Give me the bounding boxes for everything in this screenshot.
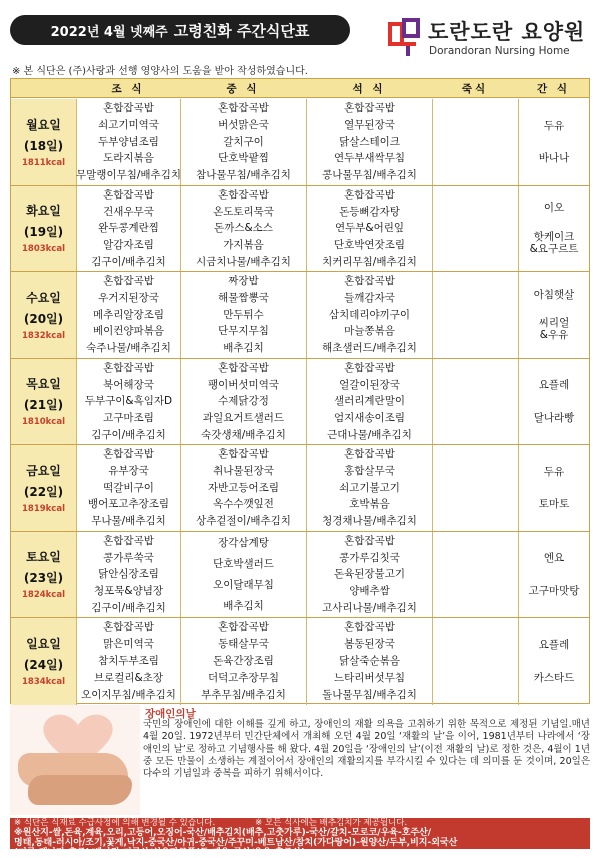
day-name: 일요일 [26,637,61,652]
day-name: 수요일 [26,290,61,305]
day-row [11,99,589,186]
breakfast-item: 고구마조림 [103,411,154,424]
dinner-item: 돌나물무침/배추김치 [322,689,417,701]
snack-item: 바나나 [538,152,570,164]
day-cell [11,99,76,185]
lunch-cell [180,359,306,445]
hands-heart-image [10,705,140,815]
lunch-item: 단호박팥찜 [218,152,269,165]
lunch-cell [180,532,306,618]
breakfast-item: 콩가루쑥국 [103,551,154,564]
porridge-cell [432,359,518,445]
lunch-item: 단호박샐러드 [213,557,274,570]
breakfast-item: 두부구이&흑임자D [84,395,173,408]
lunch-item: 갈치구이 [223,135,264,148]
breakfast-cell [76,186,180,272]
day-kcal: 1803kcal [22,244,65,255]
dinner-item: 홍합살무국 [344,465,395,478]
dinner-item: 연두부&어린잎 [334,222,405,235]
day-row [11,359,589,446]
breakfast-item: 김구이/배추김치 [91,428,166,441]
porridge-cell [432,272,518,358]
lunch-cell [180,186,306,272]
snack-item: 토마토 [538,498,570,510]
breakfast-item: 혼합잡곡밥 [103,534,154,547]
snack-cell [518,99,589,185]
breakfast-item: 뱅어포고추장조림 [87,498,170,511]
porridge-cell [432,99,518,185]
lunch-item: 상추겉절이/배추김치 [196,515,291,528]
lunch-item: 자반고등어조림 [207,481,279,494]
table-header [11,79,589,98]
dinner-cell [306,532,432,618]
lunch-item: 버섯맑은국 [218,119,269,132]
dinner-cell [306,618,432,705]
dinner-item: 마늘쫑볶음 [344,325,395,338]
day-kcal: 1832kcal [22,330,65,341]
lunch-item: 온도토리묵국 [213,205,274,218]
dinner-item: 열무된장국 [344,119,395,132]
breakfast-item: 쇠고기미역국 [98,119,159,132]
breakfast-item: 건새우무국 [103,205,154,218]
breakfast-cell [76,272,180,358]
dinner-item: 혼합잡곡밥 [344,188,395,201]
origin-line-2: 명태,동태-러시아/조기,꽃게,낙지-중국산/아귀-중국산/주꾸미-베트남산/참치(가다랑어)-원양산/두부,비지-외국산 [14,838,458,848]
logo [388,18,593,70]
lunch-cell [180,618,306,705]
dinner-item: 혼합잡곡밥 [344,621,395,634]
header-lunch: 중 식 [226,83,260,95]
breakfast-item: 떡갈비구이 [103,481,154,494]
dinner-item: 혼합잡곡밥 [344,102,395,115]
lunch-item: 혼합잡곡밥 [218,361,269,374]
dinner-item: 봄동된장국 [344,638,395,651]
day-name: 월요일 [26,117,61,132]
dinner-item: 느타리버섯무침 [333,672,405,685]
lunch-item: 동태살무국 [218,638,269,651]
lunch-item: 돈까스&소스 [214,222,273,235]
footer-notice [10,818,590,858]
day-cell [11,272,76,358]
breakfast-item: 메추리알장조림 [92,308,164,321]
breakfast-item: 혼합잡곡밥 [103,621,154,634]
breakfast-item: 두부양념조림 [98,135,159,148]
dinner-item: 샐러리계란말이 [333,395,405,408]
porridge-cell [432,532,518,618]
day-date: (22일) [23,484,64,499]
breakfast-item: 북어해장국 [103,378,154,391]
logo-icon [388,18,422,58]
breakfast-item: 우거지된장국 [98,292,159,305]
lunch-item: 만두튀수 [223,308,264,321]
breakfast-item: 맑은미역국 [103,638,154,651]
breakfast-cell [76,359,180,445]
dinner-cell [306,445,432,531]
dinner-item: 닭살죽순볶음 [339,655,400,668]
snack-item: 두유 [543,465,565,478]
dinner-item: 고사리나물/배추김치 [322,601,417,614]
info-text: 국민의 장애인에 대한 이해를 깊게 하고, 장애인의 재활 의욕을 고취하기 위한 목적으로 제정된 기념일.매년 4월 20일. 1972년부터 민간단체에서 개최해 오던 4월 20일 ‘재활의 날’을 이어, 1981년부터 나라에서 ‘장애인의 날’로 정하고 기념행사를 해 왔다. 4월 20일을 ‘장애인의 날’(이전 재활의 날)로 정한 것은, 4월이 1년 중 모든 만물이 소생하는 계절이어서 장애인의 재활의지를 부각시킬 수 있다는 데 의미를 둔 것이며, 20일은 다수의 기념일과 중복을 피하기 위해서이다. [143,719,590,780]
breakfast-item: 닭안심장조림 [98,568,159,581]
day-row [11,618,589,705]
lunch-item: 혼합잡곡밥 [218,188,269,201]
lunch-item: 혼합잡곡밥 [218,448,269,461]
dinner-item: 연두부새싹무침 [333,152,405,165]
breakfast-cell [76,618,180,705]
dinner-item: 해초샐러드/배추김치 [322,342,417,355]
day-row [11,186,589,273]
snack-cell [518,618,589,705]
breakfast-item: 김구이/배추김치 [91,255,166,268]
dinner-item: 들깨감자국 [344,292,395,305]
snack-cell [518,532,589,618]
lunch-item: 수제닭강정 [218,395,269,408]
footer-notes [10,818,590,828]
header-snack: 간 식 [537,83,570,95]
week-label: 2022년 4월 넷째주 [50,24,168,40]
day-kcal: 1810kcal [22,417,65,428]
day-date: (23일) [23,571,64,586]
origin-line-3: (미국,캐나다,호주)/베이컨-미국산/식육가공품(돈,계육-국산/우육-호주산) [14,848,306,858]
day-name: 토요일 [26,550,61,565]
dinner-item: 치커리무침/배추김치 [322,255,417,268]
dinner-cell [306,359,432,445]
lunch-item: 짜장밥 [228,275,259,288]
dinner-item: 콩나물무침/배추김치 [322,169,417,182]
snack-cell [518,186,589,272]
lunch-item: 참나물무침/배추김치 [196,169,291,182]
day-kcal: 1824kcal [22,590,65,601]
snack-item: 카스타드 [533,671,575,684]
lunch-item: 단무지무침 [218,325,269,338]
lunch-item: 시금치나물/배추김치 [196,255,291,268]
lunch-item: 팽이버섯미역국 [207,378,279,391]
info-box [10,705,590,818]
snack-item: 요플레 [538,379,570,391]
breakfast-item: 혼합잡곡밥 [103,275,154,288]
breakfast-cell [76,532,180,618]
lunch-cell [180,445,306,531]
dinner-item: 호박볶음 [349,498,390,511]
dinner-cell [306,272,432,358]
day-date: (20일) [23,311,64,326]
snack-cell [518,445,589,531]
lunch-item: 배추김치 [223,599,264,612]
snack-cell [518,359,589,445]
dinner-item: 단호박연잣조림 [333,238,405,251]
dinner-item: 돈등뼈감자탕 [339,205,400,218]
snack-item: 요플레 [538,638,570,651]
day-kcal: 1819kcal [22,503,65,514]
lunch-item: 혼합잡곡밥 [218,102,269,115]
lunch-item: 가지볶음 [223,238,264,251]
menu-table [10,78,590,704]
porridge-cell [432,618,518,705]
dinner-item: 얼갈이된장국 [339,378,400,391]
breakfast-item: 완두콩계란찜 [98,222,159,235]
lunch-cell [180,272,306,358]
breakfast-cell [76,99,180,185]
lunch-item: 취나물된장국 [213,465,274,478]
porridge-cell [432,186,518,272]
origin-line-1: ※원산지-쌀,돈육,계육,오리,고등어,오징어-국산/배추김치(배추,고춧가루)-국산/갈치-모로코/우육-호주산/ [14,828,432,838]
dinner-item: 콩가루김칫국 [339,551,400,564]
page-title: 고령친화 주간식단표 [173,21,310,40]
lunch-item: 부추무침/배추김치 [201,689,286,701]
snack-item: 씨리얼 &우유 [538,317,570,341]
breakfast-cell [76,445,180,531]
day-cell [11,618,76,705]
source-note: ※ 본 식단은 (주)사랑과 선행 영양사의 도움을 받아 작성하였습니다. [12,66,308,77]
day-name: 목요일 [26,377,61,392]
breakfast-item: 참치두부조림 [98,655,159,668]
lunch-item: 돈육간장조림 [213,655,274,668]
snack-item: 달나라빵 [533,411,575,424]
page-header [0,0,600,78]
day-date: (19일) [23,225,64,240]
dinner-item: 쇠고기불고기 [339,481,400,494]
day-date: (21일) [23,398,64,413]
breakfast-item: 브로컬리&초장 [93,672,164,685]
dinner-item: 청경채나물/배추김치 [322,515,417,528]
lunch-item: 장각삼계탕 [218,536,269,549]
kimchi-note: ※ 모든 식사에는 배추김치가 제공됩니다. [255,818,408,828]
breakfast-item: 무나물/배추김치 [91,515,166,528]
day-cell [11,445,76,531]
day-name: 금요일 [26,463,61,478]
dinner-item: 닭살스테이크 [339,135,400,148]
menu-change-note: ※ 식단은 식재료 수급사정에 의해 변경될 수 있습니다. [14,818,216,828]
day-kcal: 1834kcal [22,677,65,688]
breakfast-item: 혼합잡곡밥 [103,102,154,115]
breakfast-item: 숙주나물/배추김치 [86,342,171,355]
dinner-item: 혼합잡곡밥 [344,361,395,374]
logo-subtitle: Dorandoran Nursing Home [429,45,570,57]
header-breakfast: 조 식 [111,83,145,95]
day-name: 화요일 [26,204,61,219]
day-row [11,532,589,619]
header-dinner: 석 식 [352,83,386,95]
breakfast-item: 도라지볶음 [103,152,154,165]
snack-item: 이오 [543,202,565,214]
breakfast-item: 무말랭이무침/배추김치 [76,169,181,182]
title-bar [10,15,350,45]
porridge-cell [432,445,518,531]
snack-cell [518,272,589,358]
breakfast-item: 혼합잡곡밥 [103,448,154,461]
hand-icon [28,775,132,805]
breakfast-item: 혼합잡곡밥 [103,188,154,201]
dinner-item: 혼합잡곡밥 [344,275,395,288]
lunch-item: 과일요거트샐러드 [202,411,285,424]
snack-item: 엔요 [543,552,565,564]
lunch-item: 옥수수깻잎전 [213,498,274,511]
breakfast-item: 청포묵&양념장 [93,584,164,597]
snack-item: 핫케이크 &요구르트 [529,230,579,255]
dinner-cell [306,186,432,272]
breakfast-item: 알감자조림 [103,238,154,251]
day-date: (24일) [23,658,64,673]
info-title: 장애인의날 [145,708,196,720]
dinner-cell [306,99,432,185]
breakfast-item: 오이지무침/배추김치 [81,689,176,701]
lunch-item: 배추김치 [223,342,264,355]
day-cell [11,186,76,272]
day-row [11,272,589,359]
snack-item: 고구마맛탕 [528,584,580,597]
snack-item: 아침햇살 [533,288,575,301]
dinner-item: 엄지새송이조림 [333,411,405,424]
dinner-item: 혼합잡곡밥 [344,448,395,461]
dinner-item: 양배추쌈 [349,584,390,597]
lunch-cell [180,99,306,185]
lunch-item: 숙갓생채/배추김치 [201,428,286,441]
day-cell [11,532,76,618]
header-porridge: 죽식 [461,83,489,95]
snack-item: 두유 [543,119,565,132]
day-date: (18일) [23,138,64,153]
dinner-item: 근대나물/배추김치 [327,428,412,441]
dinner-item: 돈육된장불고기 [333,568,405,581]
dinner-item: 삼치데리야끼구이 [328,308,411,321]
day-cell [11,359,76,445]
breakfast-item: 베이컨양파볶음 [92,325,164,338]
breakfast-item: 김구이/배추김치 [91,601,166,614]
breakfast-item: 유부장국 [108,465,149,478]
breakfast-item: 혼합잡곡밥 [103,361,154,374]
day-row [11,445,589,532]
lunch-item: 해물짬뽕국 [218,292,269,305]
logo-name: 도란도란 요양원 [428,20,586,44]
lunch-item: 혼합잡곡밥 [218,621,269,634]
lunch-item: 오이달래무침 [213,578,274,591]
dinner-item: 혼합잡곡밥 [344,534,395,547]
lunch-item: 더덕고추장무침 [207,672,279,685]
day-kcal: 1811kcal [22,157,65,168]
